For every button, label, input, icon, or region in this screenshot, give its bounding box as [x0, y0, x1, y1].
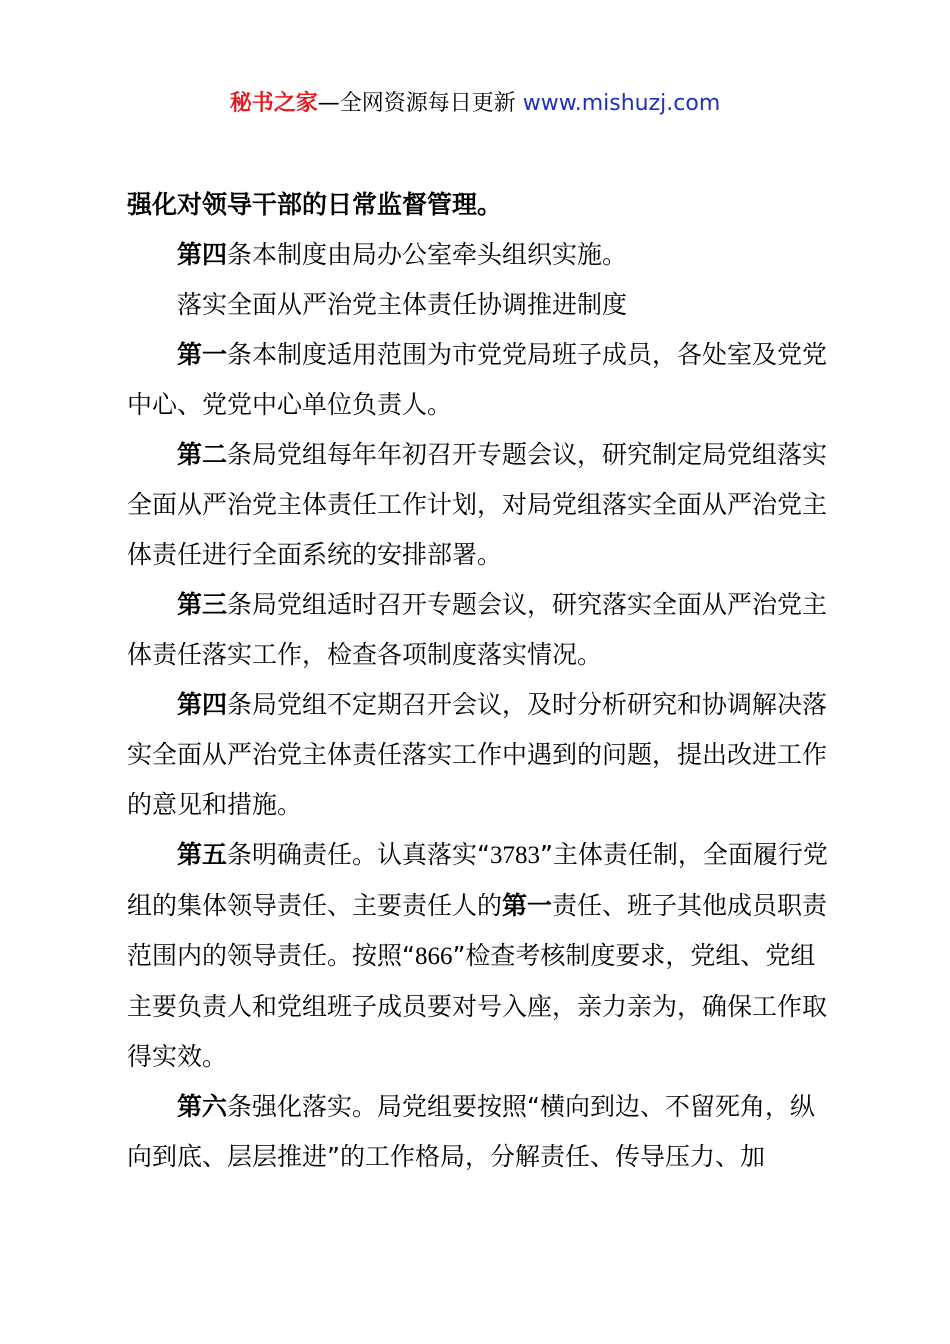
article-number: 第四 [177, 690, 228, 719]
document-body [127, 180, 839, 1182]
paragraph-text: ”主体责任制，全面履行党组的集体领导责任、主要责任人的 [127, 840, 828, 920]
paragraph-number: 3783 [489, 842, 540, 869]
paragraph-article [127, 230, 839, 280]
paragraph-lead: 强化对领导干部的日常监督管理。 [127, 190, 503, 219]
article-number: 第五 [177, 840, 228, 869]
paragraph-article [127, 330, 839, 430]
site-brand: 秘书之家 [229, 91, 318, 116]
paragraph-text: 条明确责任。认真落实“ [227, 840, 490, 869]
paragraph-text: 条局党组每年年初召开专题会议，研究制定局党组落实全面从严治党主体责任工作计划，对局党组落实全面从严治党主体责任进行全面系统的安排部署。 [127, 440, 828, 569]
site-tagline: —全网资源每日更新 [317, 91, 523, 116]
paragraph-number: 866 [414, 943, 453, 970]
article-number: 第一 [177, 340, 228, 369]
article-number: 第四 [177, 240, 228, 269]
paragraph-article [127, 580, 839, 680]
paragraph-text: 条局党组不定期召开会议，及时分析研究和协调解决落实全面从严治党主体责任落实工作中遇到的问题，提出改进工作的意见和措施。 [127, 690, 828, 819]
paragraph-text: ”检查考核制度要求，党组、党组主要负责人和党组班子成员要对号入座，亲力亲为，确保工作取得实效。 [127, 941, 828, 1071]
article-number: 第二 [177, 440, 228, 469]
site-header [0, 86, 950, 122]
paragraph-article [127, 1082, 839, 1182]
paragraph-text: 条本制度适用范围为市党党局班子成员，各处室及党党中心、党党中心单位负责人。 [127, 340, 828, 419]
paragraph-article [127, 830, 839, 1082]
article-number: 第六 [177, 1092, 228, 1121]
paragraph-text: 条局党组适时召开专题会议，研究落实全面从严治党主体责任落实工作，检查各项制度落实情况。 [127, 590, 828, 669]
article-number: 第三 [177, 590, 228, 619]
paragraph-text: 条本制度由局办公室牵头组织实施。 [227, 240, 628, 269]
paragraph-article [127, 680, 839, 830]
section-heading: 落实全面从严治党主体责任协调推进制度 [177, 290, 628, 319]
site-url-link[interactable]: www.mishuzj.com [522, 91, 721, 116]
paragraph-article [127, 430, 839, 580]
paragraph-text: 条强化落实。局党组要按照“横向到边、不留死角，纵向到底、层层推进”的工作格局，分解责任、传导压力、加 [127, 1092, 815, 1171]
paragraph-text: 责任、班子其他成员职责范围内的领导责任。按照“ [127, 891, 828, 970]
emphasis-text: 第一 [502, 891, 553, 920]
